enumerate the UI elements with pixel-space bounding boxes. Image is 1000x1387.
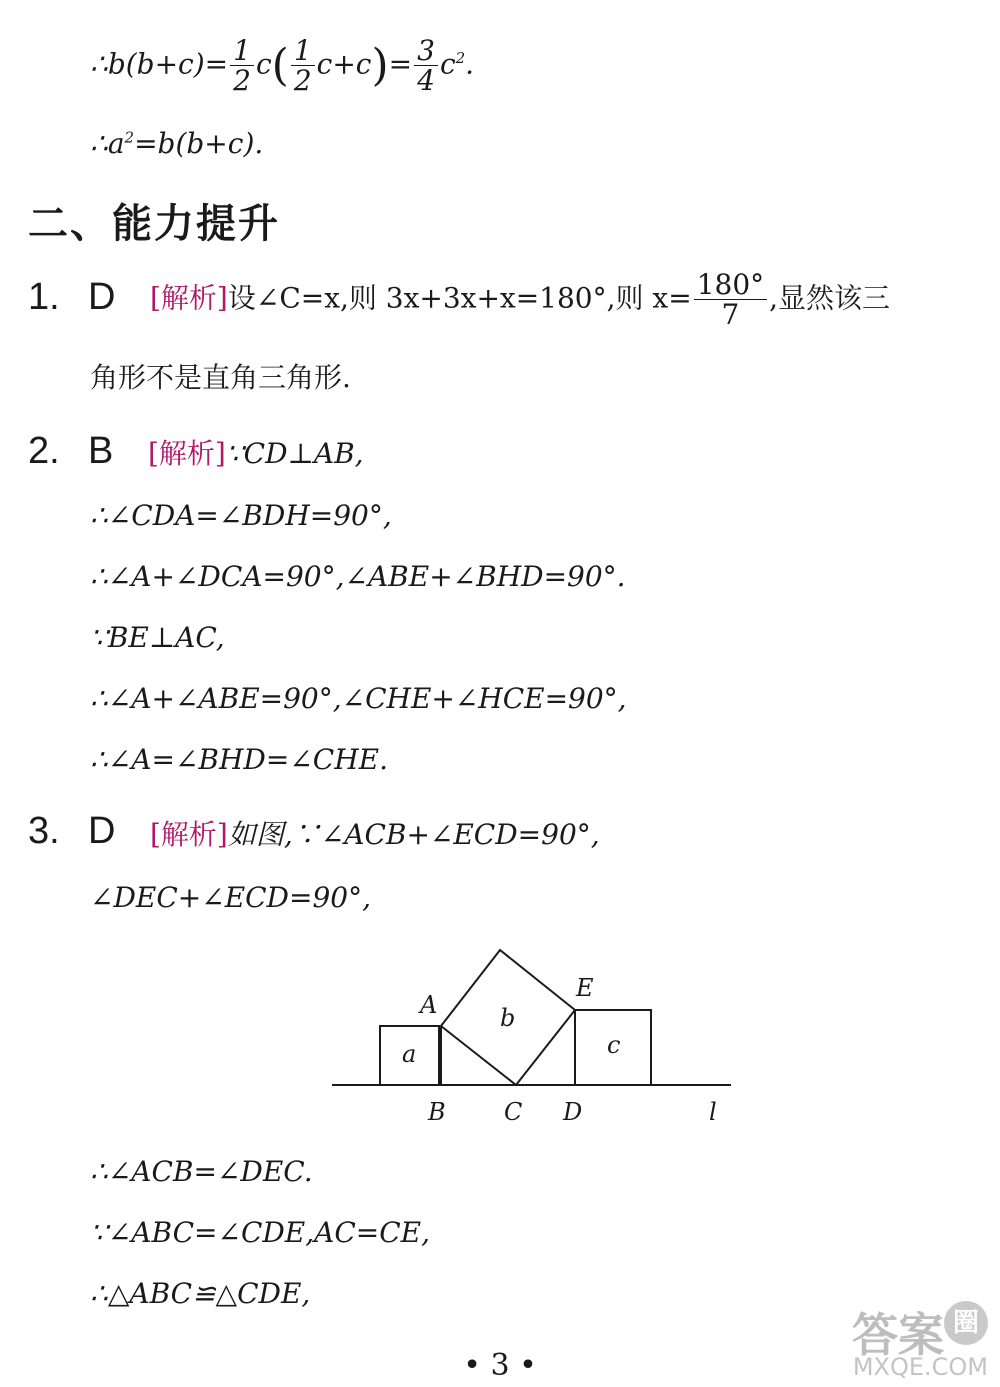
label-l: l: [709, 1098, 717, 1126]
q2-step: ∴∠A+∠ABE=90°,∠CHE+∠HCE=90°,: [90, 682, 627, 715]
watermark-site: MXQE.COM: [852, 1353, 988, 1381]
q3-step: ∴△ABC≌△CDE,: [90, 1277, 311, 1310]
analysis-tag: [解析]: [148, 437, 226, 470]
label-E: E: [576, 974, 594, 1002]
analysis-tag: [解析]: [150, 818, 228, 851]
fraction-denominator: 7: [721, 298, 740, 332]
q3-step: ∴∠ACB=∠DEC.: [90, 1155, 313, 1188]
period: .: [465, 47, 475, 81]
equation-lead: ∴b(b+c)=: [90, 47, 229, 81]
question-number: 1.: [28, 276, 60, 318]
exponent: 2: [455, 49, 466, 68]
label-B: B: [428, 1098, 446, 1126]
fraction-numerator: 3: [414, 36, 438, 66]
equation-lead: ∴a: [90, 127, 125, 160]
label-C: C: [504, 1098, 523, 1126]
answer-letter: B: [88, 430, 114, 472]
open-paren: (: [271, 39, 289, 91]
label-D: D: [563, 1098, 583, 1126]
q1-explanation-line-2: 角形不是直角三角形.: [90, 361, 351, 394]
section-title: 二、能力提升: [28, 201, 280, 247]
close-paren: ): [371, 39, 389, 91]
q2-step: ∴∠A+∠DCA=90°,∠ABE+∠BHD=90°.: [90, 560, 626, 593]
question-number: 2.: [28, 430, 60, 472]
explanation-text: ∵CD⊥AB,: [225, 437, 364, 470]
equals-sign: =: [388, 47, 413, 81]
answer-letter: D: [88, 810, 116, 852]
label-A: A: [420, 991, 438, 1019]
fraction-denominator: 2: [293, 64, 312, 98]
q2-step: ∴∠CDA=∠BDH=90°,: [90, 499, 392, 532]
analysis-tag: [解析]: [150, 281, 228, 315]
fraction-numerator: 1: [230, 36, 254, 66]
explanation-text: ,显然该三: [769, 281, 891, 315]
equation-term: c: [255, 47, 272, 81]
equation-rest: =b(b+c).: [134, 127, 264, 160]
explanation-text: 设∠C=x,则 3x+3x+x=180°,则 x=: [227, 281, 692, 315]
watermark: [778, 1299, 988, 1381]
q2-step: ∵BE⊥AC,: [90, 621, 225, 654]
page-number: • 3 •: [463, 1348, 537, 1383]
fraction-numerator: 180°: [694, 270, 767, 300]
label-c: c: [607, 1031, 621, 1059]
q2-step: ∴∠A=∠BHD=∠CHE.: [90, 743, 388, 776]
watermark-text: 答案: [852, 1308, 944, 1362]
watermark-badge-icon: 圈: [944, 1301, 988, 1345]
q3-explanation-line-2: ∠DEC+∠ECD=90°,: [90, 881, 371, 914]
equation-term: c+c: [316, 47, 372, 81]
question-number: 3.: [28, 810, 60, 852]
equation-term: c: [439, 47, 456, 81]
fraction-denominator: 2: [233, 64, 251, 98]
explanation-text: 如图,∵∠ACB+∠ECD=90°,: [227, 818, 600, 851]
exponent: 2: [124, 128, 135, 147]
answer-letter: D: [88, 276, 116, 318]
q3-step: ∵∠ABC=∠CDE,AC=CE,: [90, 1216, 431, 1249]
fraction-denominator: 4: [417, 64, 435, 98]
label-a: a: [402, 1040, 417, 1068]
label-b: b: [500, 1004, 516, 1032]
fraction-numerator: 1: [291, 36, 315, 66]
